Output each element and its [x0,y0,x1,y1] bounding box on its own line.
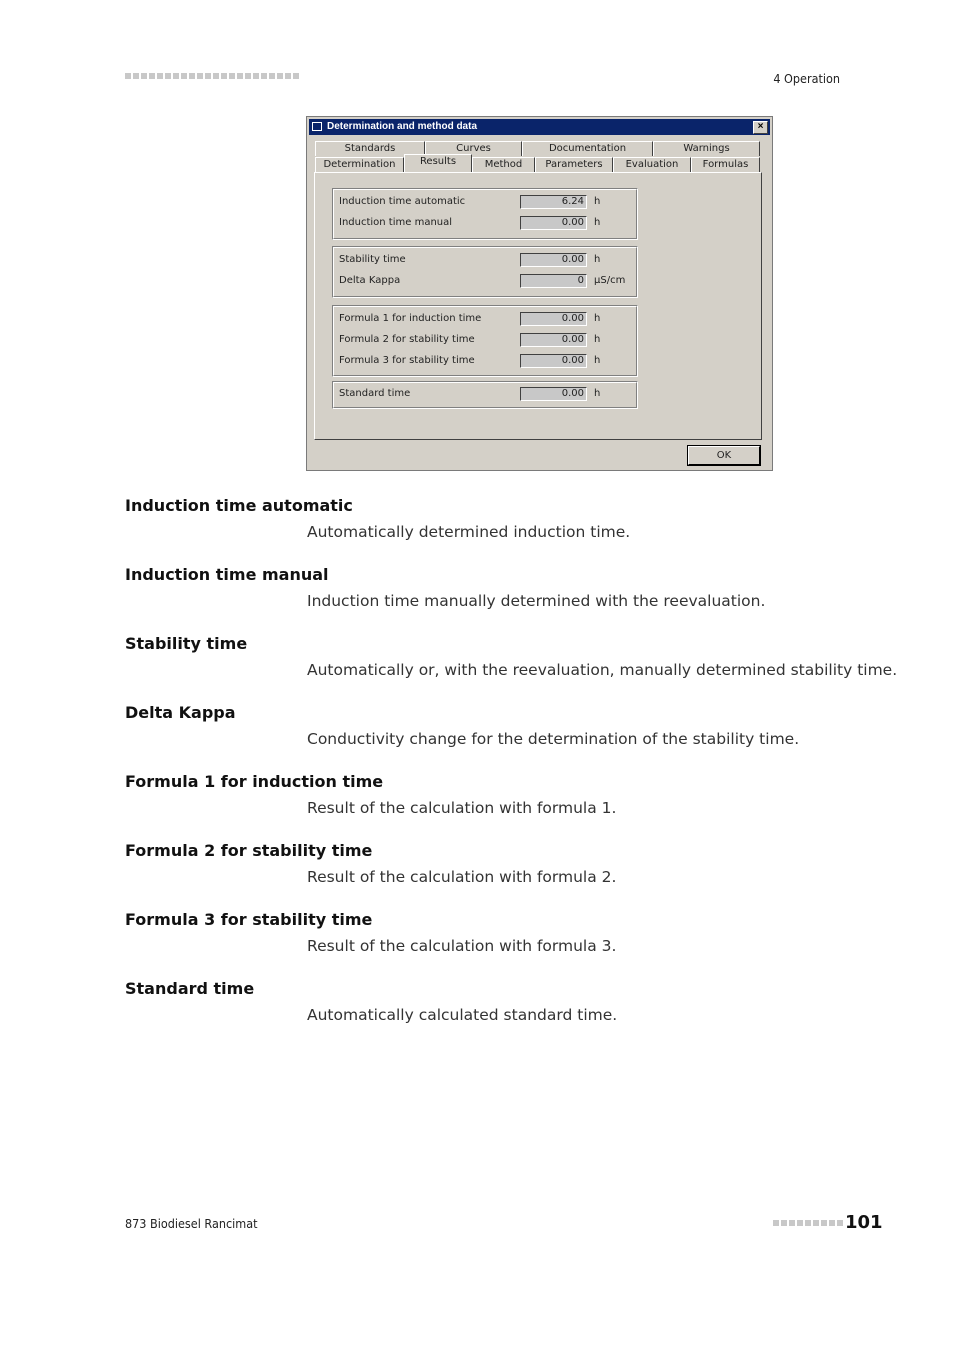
formula2-field: 0.00 [520,333,587,347]
induction-time-automatic-field: 6.24 [520,195,587,209]
tab-evaluation[interactable]: Evaluation [613,157,691,172]
field-label: Standard time [339,388,411,399]
definition-term: Delta Kappa [125,703,236,722]
dialog-title: Determination and method data [327,121,478,132]
field-label: Induction time automatic [339,196,466,207]
definition-text: Automatically or, with the reevaluation, manually determined stability time. [307,661,898,679]
window-icon [312,122,322,131]
definition-term: Formula 1 for induction time [125,772,384,791]
footer-decoration [773,1220,843,1226]
field-label: Formula 1 for induction time [339,313,482,324]
definition-text: Result of the calculation with formula 2. [307,868,617,886]
definition-text: Automatically determined induction time. [307,523,631,541]
field-unit: h [594,217,601,228]
field-unit: h [594,313,601,324]
definition-term: Stability time [125,634,248,653]
section-title: 4 Operation [773,71,840,86]
header-decoration [125,73,299,79]
field-unit: h [594,196,601,207]
definition-term: Induction time automatic [125,496,353,515]
definition-text: Result of the calculation with formula 3. [307,937,617,955]
field-label: Induction time manual [339,217,453,228]
tab-formulas[interactable]: Formulas [691,157,760,172]
tab-standards[interactable]: Standards [315,141,425,156]
field-unit: h [594,334,601,345]
tab-method[interactable]: Method [472,157,535,172]
definition-text: Automatically calculated standard time. [307,1006,618,1024]
tab-determination[interactable]: Determination [315,157,404,172]
stability-time-field: 0.00 [520,253,587,267]
footer-product: 873 Biodiesel Rancimat [125,1216,258,1231]
field-label: Stability time [339,254,406,265]
induction-time-manual-field: 0.00 [520,216,587,230]
definition-text: Result of the calculation with formula 1. [307,799,617,817]
formula1-field: 0.00 [520,312,587,326]
standard-time-field: 0.00 [520,387,587,401]
close-icon[interactable]: × [753,121,768,134]
field-label: Formula 3 for stability time [339,355,475,366]
field-unit: h [594,388,601,399]
field-label: Delta Kappa [339,275,401,286]
tab-curves[interactable]: Curves [425,141,522,156]
ok-button[interactable]: OK [688,446,760,465]
tab-warnings[interactable]: Warnings [653,141,760,156]
formula3-field: 0.00 [520,354,587,368]
dialog-titlebar [309,119,770,135]
definition-text: Induction time manually determined with the reevaluation. [307,592,766,610]
definition-term: Formula 2 for stability time [125,841,373,860]
delta-kappa-field: 0 [520,274,587,288]
definition-term: Standard time [125,979,255,998]
tab-parameters[interactable]: Parameters [535,157,613,172]
tab-documentation[interactable]: Documentation [522,141,653,156]
field-unit: h [594,355,601,366]
field-unit: µS/cm [594,275,626,286]
definition-term: Formula 3 for stability time [125,910,373,929]
tab-results[interactable]: Results [404,154,472,172]
definition-text: Conductivity change for the determination of the stability time. [307,730,800,748]
field-label: Formula 2 for stability time [339,334,475,345]
definition-term: Induction time manual [125,565,329,584]
field-unit: h [594,254,601,265]
page-number: 101 [845,1212,883,1233]
